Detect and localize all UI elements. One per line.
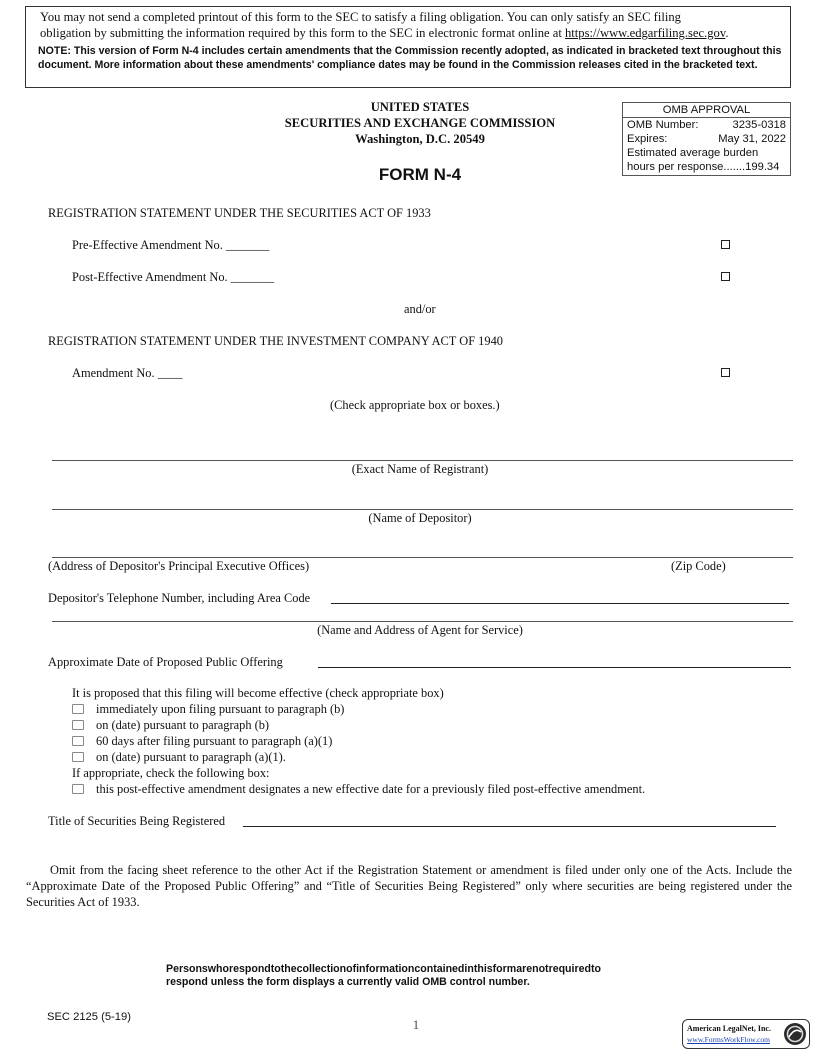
securities-title-field[interactable] [243, 826, 776, 827]
agent-caption: (Name and Address of Agent for Service) [317, 623, 523, 637]
post-effective-date-checkbox[interactable] [72, 784, 84, 794]
agent-field[interactable] [52, 621, 793, 622]
agency-line-1: UNITED STATES [370, 100, 470, 114]
post-effective-date-label: this post-effective amendment designates a new effective date for a previously filed post-effective amendment. [96, 782, 646, 796]
omb-expires-label: Expires: [627, 133, 668, 145]
edgar-filing-link[interactable]: https://www.edgarfiling.sec.gov [565, 26, 726, 40]
depositor-name-caption: (Name of Depositor) [368, 511, 472, 525]
if-appropriate-label: If appropriate, check the following box: [72, 766, 270, 780]
notice-line-2-end: . [725, 26, 729, 40]
telephone-label: Depositor's Telephone Number, including Area Code [48, 591, 311, 605]
securities-act-heading: REGISTRATION STATEMENT UNDER THE SECURITIES ACT OF 1933 [48, 206, 431, 220]
omb-number-row [627, 118, 786, 132]
omb-title: OMB APPROVAL [623, 103, 790, 118]
agency-line-3: Washington, D.C. 20549 [355, 132, 485, 146]
zip-code-caption: (Zip Code) [671, 559, 726, 573]
effective-option-checkbox-4[interactable] [72, 752, 84, 762]
amendment-label: Amendment No. ____ [72, 366, 183, 380]
effective-option-label-4: on (date) pursuant to paragraph (a)(1). [96, 750, 286, 764]
notice-line-1: You may not send a completed printout of this form to the SEC to satisfy a filing obligation. You can only satisfy an SEC filing [40, 10, 681, 24]
depositor-name-field[interactable] [52, 509, 793, 510]
registrant-name-field[interactable] [52, 460, 793, 461]
effective-intro: It is proposed that this filing will become effective (check appropriate box) [72, 686, 444, 700]
and-or-text: and/or [404, 302, 436, 316]
globe-emblem-icon [783, 1022, 807, 1046]
telephone-field[interactable] [331, 603, 789, 604]
omb-expires-row [627, 132, 786, 146]
pre-effective-checkbox[interactable] [721, 240, 730, 249]
omb-control-notice-line-2: respond unless the form displays a currently valid OMB control number. [166, 976, 530, 988]
publisher-url[interactable]: www.FormsWorkFlow.com [687, 1035, 771, 1044]
instructions-paragraph: Omit from the facing sheet reference to the other Act if the Registration Statement or amendment is filed under only one of the Acts. Include the “Approximate Date of the Proposed Public Offering” and “Title of Securities Being Registered” only where securities are being registered under the Securities Act of 1933. [26, 863, 792, 909]
publisher-logo[interactable] [682, 1019, 810, 1049]
notice-line-2-text: obligation by submitting the information required by this form to the SEC in electronic format online at [40, 26, 565, 40]
depositor-address-caption: (Address of Depositor's Principal Executive Offices) [48, 559, 310, 573]
investment-act-heading: REGISTRATION STATEMENT UNDER THE INVESTMENT COMPANY ACT OF 1940 [48, 334, 503, 348]
depositor-address-field[interactable] [52, 557, 793, 558]
form-title: FORM N-4 [378, 165, 462, 184]
form-code: SEC 2125 (5-19) [47, 1011, 131, 1023]
post-effective-checkbox[interactable] [721, 272, 730, 281]
omb-burden-line-2: hours per response.......199.34 [627, 161, 780, 173]
amendment-note: NOTE: This version of Form N-4 includes certain amendments that the Commission recently adopted, as indicated in bracketed text throughout this document. More information about these amendments' compliance dates may be found in the Commission releases cited in the bracketed text. [38, 45, 782, 71]
page-number: 1 [412, 1018, 420, 1032]
omb-expires-value: May 31, 2022 [718, 133, 786, 145]
agency-line-2: SECURITIES AND EXCHANGE COMMISSION [284, 116, 556, 130]
registrant-name-caption: (Exact Name of Registrant) [351, 462, 489, 476]
electronic-filing-notice [25, 6, 791, 88]
pre-effective-amendment-label: Pre-Effective Amendment No. _______ [72, 238, 270, 252]
offering-date-label: Approximate Date of Proposed Public Offering [48, 655, 283, 669]
effective-option-checkbox-3[interactable] [72, 736, 84, 746]
effective-option-label-3: 60 days after filing pursuant to paragraph (a)(1) [96, 734, 333, 748]
effective-option-checkbox-2[interactable] [72, 720, 84, 730]
amendment-checkbox[interactable] [721, 368, 730, 377]
effective-option-label-1: immediately upon filing pursuant to paragraph (b) [96, 702, 345, 716]
post-effective-amendment-label: Post-Effective Amendment No. _______ [72, 270, 275, 284]
effective-option-checkbox-1[interactable] [72, 704, 84, 714]
effective-option-label-2: on (date) pursuant to paragraph (b) [96, 718, 270, 732]
publisher-name: American LegalNet, Inc. [687, 1024, 771, 1033]
omb-approval-box [622, 102, 791, 176]
notice-line-2 [40, 26, 728, 41]
omb-burden-line-1: Estimated average burden [627, 147, 759, 159]
omb-number-value: 3235-0318 [732, 119, 786, 131]
omb-control-notice [166, 963, 686, 989]
offering-date-field[interactable] [318, 667, 791, 668]
omb-control-notice-line-1: Personswhorespondtothecollectionofinformationcontainedinthisformarenotrequiredto [166, 963, 601, 975]
check-note: (Check appropriate box or boxes.) [330, 398, 500, 412]
securities-title-label: Title of Securities Being Registered [48, 814, 226, 828]
omb-number-label: OMB Number: [627, 119, 699, 131]
